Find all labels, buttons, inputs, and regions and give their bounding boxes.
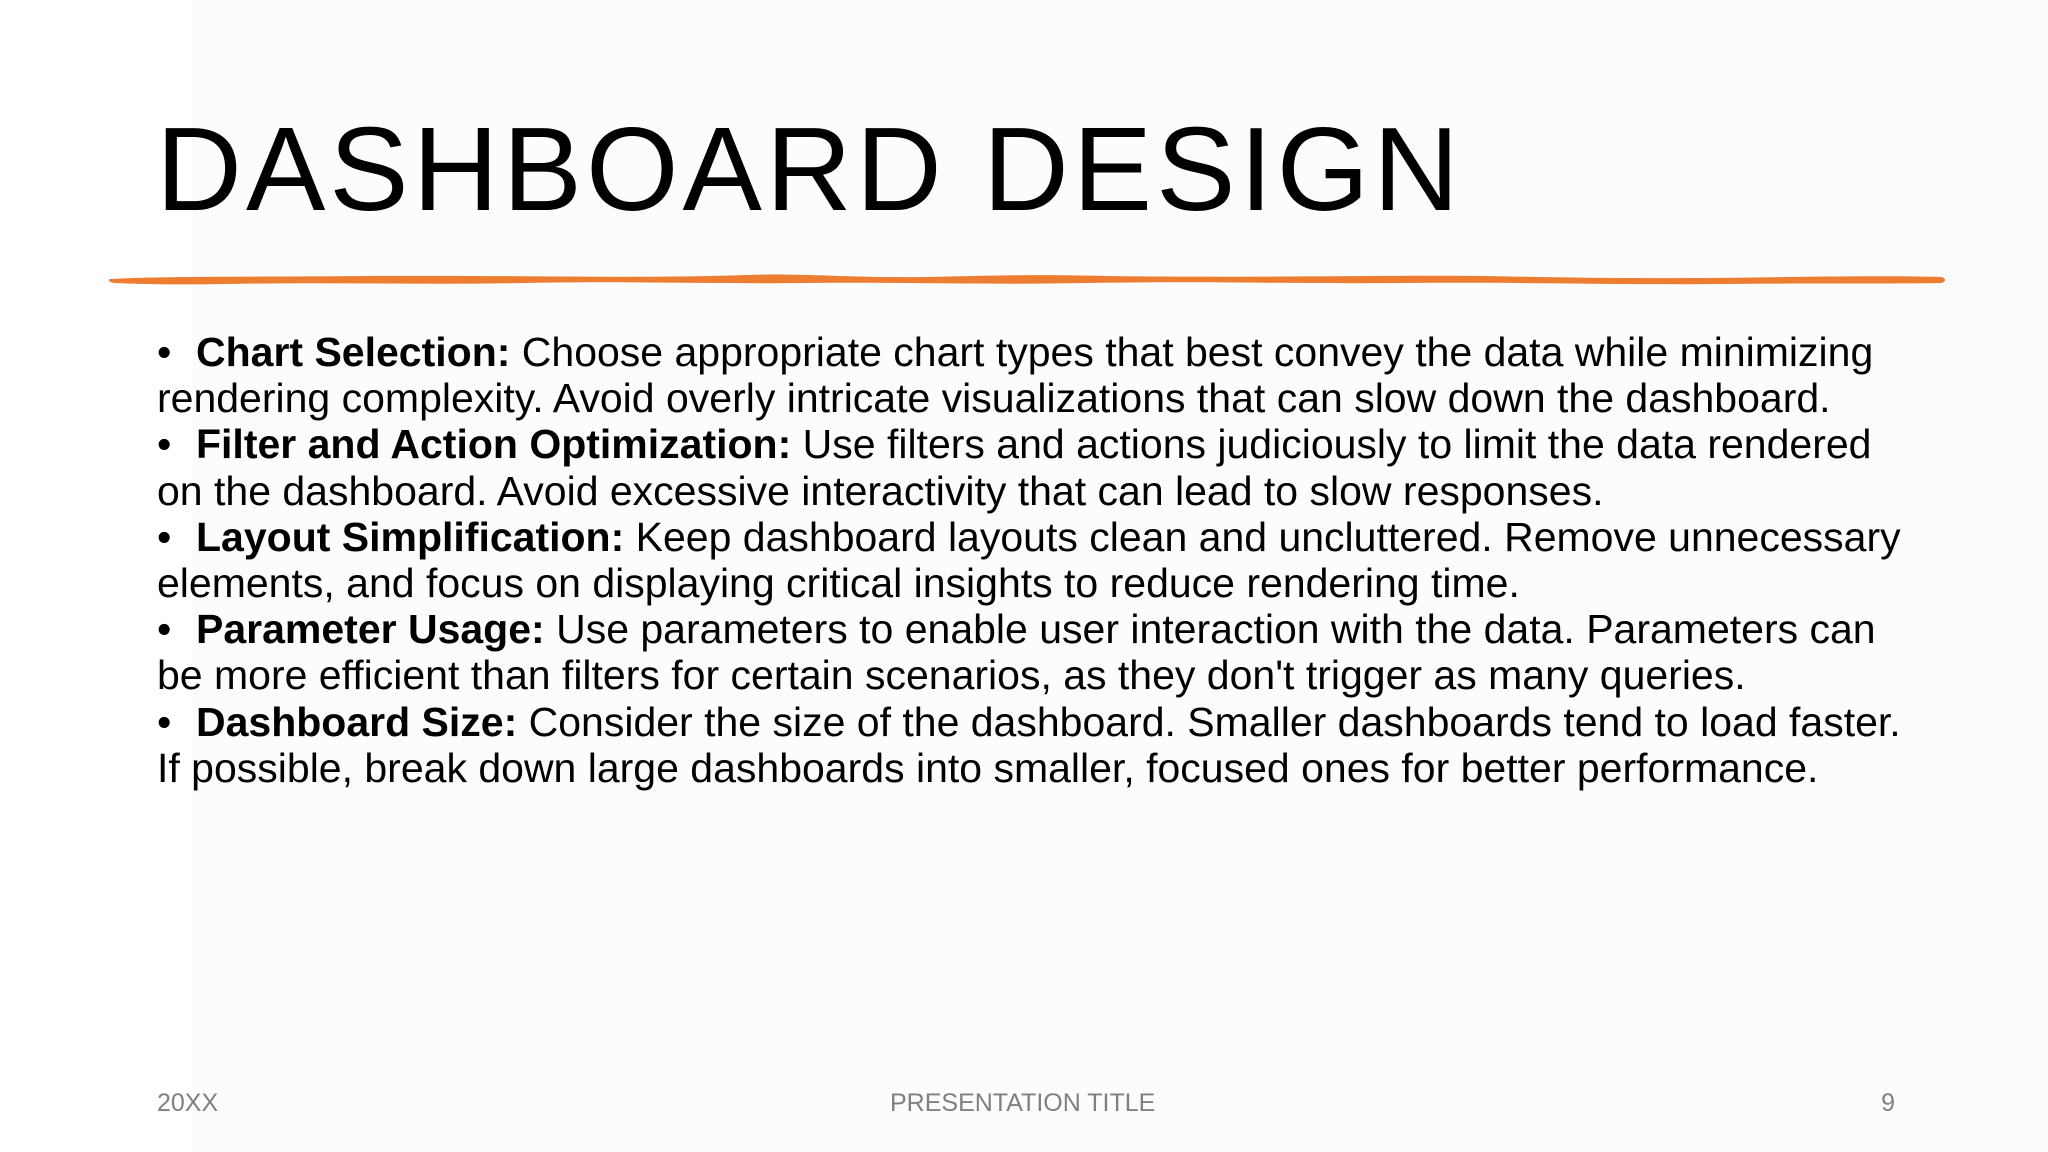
bullet-text: Consider the size of the dashboard. Smaller dashboards tend to load faster. If possible, break down large dashboards into smaller, focused ones for better performance. — [157, 698, 1901, 791]
slide-title: DASHBOARD DESIGN — [156, 103, 1464, 236]
footer-page-number: 9 — [1881, 1089, 1895, 1117]
bullet-term: Filter and Action Optimization: — [196, 421, 792, 468]
bullet-item-dashboard-size — [157, 699, 1917, 791]
brush-stroke-path — [109, 275, 1945, 285]
bullet-marker: • — [157, 421, 172, 468]
bullet-list — [157, 329, 1917, 791]
bullet-item-parameter-usage — [157, 606, 1917, 698]
bullet-item-filter-action-optimization — [157, 421, 1917, 513]
orange-brush-stroke-divider — [106, 270, 1948, 290]
bullet-item-layout-simplification — [157, 514, 1917, 606]
bullet-text: Use parameters to enable user interaction with the data. Parameters can be more efficient than filters for certain scenarios, as they don't trigger as many queries. — [157, 606, 1876, 699]
bullet-text: Keep dashboard layouts clean and uncluttered. Remove unnecessary elements, and focus on displaying critical insights to reduce rendering time. — [157, 513, 1901, 607]
bullet-marker: • — [157, 329, 172, 375]
bullet-text: Use filters and actions judiciously to limit the data rendered on the dashboard. Avoid excessive interactivity that can lead to slow responses. — [157, 421, 1872, 514]
footer-presentation-title: PRESENTATION TITLE — [890, 1089, 1156, 1117]
bullet-marker: • — [157, 698, 172, 745]
bullet-text: Choose appropriate chart types that best convey the data while minimizing rendering complexity. Avoid overly intricate visualizations that can slow down the dashboard. — [157, 329, 1874, 422]
bullet-term: Dashboard Size: — [196, 698, 518, 745]
bullet-item-chart-selection — [157, 329, 1917, 421]
footer-date: 20XX — [157, 1089, 219, 1117]
bullet-marker: • — [157, 513, 172, 560]
bullet-term: Chart Selection: — [196, 329, 511, 375]
bullet-marker: • — [157, 606, 172, 653]
bullet-term: Layout Simplification: — [196, 513, 625, 560]
bullet-term: Parameter Usage: — [196, 606, 545, 653]
